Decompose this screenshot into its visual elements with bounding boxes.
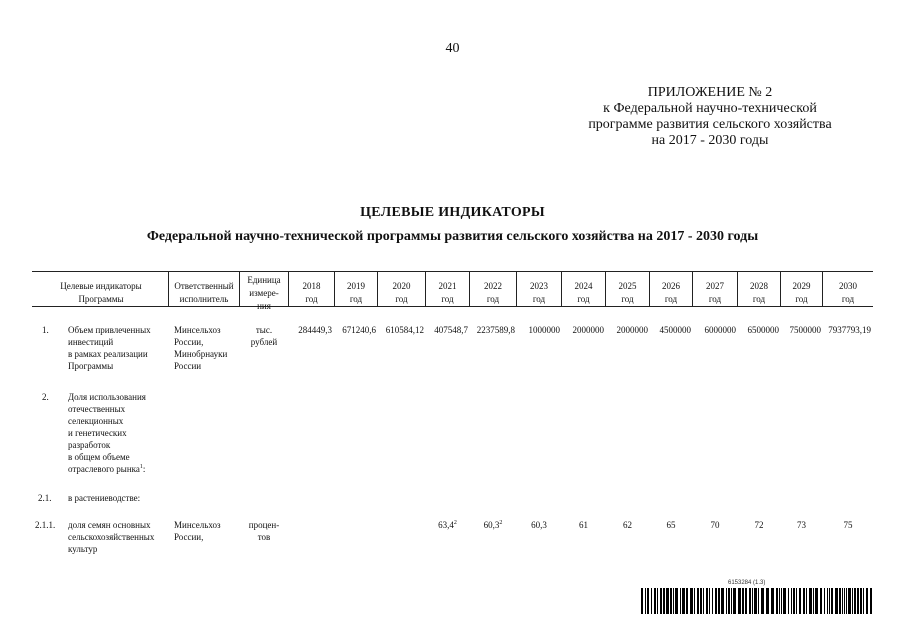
header-year-word: год bbox=[621, 294, 634, 304]
header-year-value: 2022 bbox=[484, 281, 502, 291]
row-1-indicator-line: Программы bbox=[68, 361, 114, 371]
row-1-value-2030: 7937793,19 bbox=[828, 325, 871, 335]
row-2-1-1-indicator-line: сельскохозяйственных bbox=[68, 532, 155, 542]
header-year-2026 bbox=[650, 280, 692, 306]
header-year-2021 bbox=[426, 280, 469, 306]
header-unit-line: измере- bbox=[249, 288, 279, 298]
page-number: 40 bbox=[445, 41, 460, 56]
header-year-word: год bbox=[841, 294, 855, 304]
row-2-1-1-responsible bbox=[174, 519, 221, 543]
cell-value: 60,3 bbox=[483, 520, 500, 530]
appendix-line: программе развития сельского хозяйства bbox=[588, 117, 832, 132]
document-subtitle: Федеральной научно-технической программы развития сельского хозяйства на 2017 - 2030 годы bbox=[146, 229, 759, 244]
row-2-indicator-line: разработок bbox=[68, 440, 111, 450]
row-1-value-2022: 2237589,8 bbox=[476, 325, 515, 335]
header-year-2018 bbox=[289, 280, 334, 306]
row-1-unit-line: рублей bbox=[250, 337, 278, 347]
row-1-number: 1. bbox=[42, 325, 49, 335]
row-2-1-1-value-2022 bbox=[470, 519, 516, 531]
header-unit-line: Единица bbox=[247, 275, 281, 285]
row-2-1-indicator: в растениеводстве: bbox=[68, 493, 141, 503]
row-1-indicator-line: в рамках реализации bbox=[68, 349, 148, 359]
footnote-mark: 2 bbox=[453, 520, 457, 526]
header-year-word: год bbox=[577, 294, 590, 304]
row-2-1-number: 2.1. bbox=[38, 493, 52, 503]
header-year-value: 2025 bbox=[618, 281, 637, 291]
header-year-value: 2027 bbox=[706, 281, 724, 291]
header-year-2028 bbox=[738, 280, 780, 306]
header-year-word: год bbox=[795, 294, 808, 304]
row-2-1-1-unit-line: тов bbox=[257, 532, 271, 542]
header-year-value: 2021 bbox=[438, 281, 457, 291]
header-year-2024 bbox=[562, 280, 605, 306]
header-year-value: 2023 bbox=[530, 281, 548, 291]
row-2-indicator-line: в общем объеме bbox=[68, 452, 130, 462]
row-1-value-2026: 4500000 bbox=[659, 325, 691, 335]
row-1-value-2028: 6500000 bbox=[747, 325, 779, 335]
row-1-responsible-line: России, bbox=[174, 337, 204, 347]
row-2-1-1-value-2023: 60,3 bbox=[531, 520, 547, 530]
header-year-word: год bbox=[441, 294, 454, 304]
row-2-1-1-responsible-line: России, bbox=[174, 532, 204, 542]
appendix-line: к Федеральной научно-технической bbox=[603, 101, 817, 116]
row-2-indicator-colon: : bbox=[142, 464, 146, 474]
row-1-unit-line: тыс. bbox=[255, 325, 273, 335]
header-year-value: 2030 bbox=[839, 281, 857, 291]
row-2-1-1-responsible-line: Минсельхоз bbox=[174, 520, 221, 530]
row-2-1-1-value-2028: 72 bbox=[754, 520, 764, 530]
header-year-2019 bbox=[335, 280, 377, 306]
row-2-1-1-unit bbox=[240, 519, 288, 543]
document-title: ЦЕЛЕВЫЕ ИНДИКАТОРЫ bbox=[360, 205, 545, 220]
appendix-line: ПРИЛОЖЕНИЕ № 2 bbox=[647, 85, 773, 100]
row-1-indicator-line: Объем привлеченных bbox=[68, 325, 151, 335]
header-year-word: год bbox=[752, 294, 766, 304]
header-year-word: год bbox=[305, 294, 318, 304]
header-year-2025 bbox=[606, 280, 649, 306]
header-year-2027 bbox=[693, 280, 737, 306]
row-1-responsible bbox=[174, 324, 227, 372]
row-2-indicator-text: отраслевого рынка bbox=[68, 464, 140, 474]
header-year-value: 2028 bbox=[750, 281, 768, 291]
header-responsible bbox=[169, 280, 239, 306]
header-year-value: 2024 bbox=[574, 281, 593, 291]
header-year-2030 bbox=[823, 280, 873, 306]
row-1-indicator bbox=[68, 324, 151, 372]
row-2-indicator-line: отечественных bbox=[68, 404, 126, 414]
header-unit bbox=[240, 274, 288, 313]
header-unit-line: ния bbox=[257, 301, 271, 311]
header-year-value: 2020 bbox=[392, 281, 411, 291]
row-1-value-2027: 6000000 bbox=[704, 325, 736, 335]
header-year-word: год bbox=[486, 294, 500, 304]
header-year-2029 bbox=[781, 280, 822, 306]
header-year-word: год bbox=[664, 294, 678, 304]
header-year-2020 bbox=[378, 280, 425, 306]
row-2-1-1-value-2021 bbox=[426, 519, 469, 531]
footnote-mark: 1 bbox=[139, 464, 143, 470]
row-2-1-1-value-2025: 62 bbox=[623, 520, 632, 530]
header-indicator-line: Целевые индикаторы bbox=[60, 281, 142, 291]
row-2-indicator-line: селекционных bbox=[68, 416, 124, 426]
header-indicator-line: Программы bbox=[78, 294, 124, 304]
row-1-value-2018: 284449,3 bbox=[298, 325, 332, 335]
row-2-1-1-value-2030: 75 bbox=[843, 520, 853, 530]
row-1-value-2021: 407548,7 bbox=[434, 325, 468, 335]
row-2-indicator bbox=[68, 391, 146, 475]
row-2-1-1-value-2029: 73 bbox=[797, 520, 806, 530]
barcode-icon bbox=[641, 588, 873, 614]
row-1-value-2020: 610584,12 bbox=[385, 325, 424, 335]
row-1-indicator-line: инвестиций bbox=[68, 337, 114, 347]
row-1-responsible-line: Минсельхоз bbox=[174, 325, 221, 335]
appendix-heading bbox=[560, 85, 860, 149]
header-responsible-line: исполнитель bbox=[179, 294, 229, 304]
row-2-1-1-number: 2.1.1. bbox=[35, 520, 56, 530]
row-2-1-1-value-2024: 61 bbox=[579, 520, 588, 530]
header-responsible-line: Ответственный bbox=[174, 281, 234, 291]
cell-value: 63,4 bbox=[438, 520, 454, 530]
header-year-2022 bbox=[470, 280, 516, 306]
header-year-word: год bbox=[395, 294, 408, 304]
row-2-indicator-line: Доля использования bbox=[68, 392, 146, 402]
row-2-1-1-value-2027: 70 bbox=[710, 520, 720, 530]
row-1-value-2024: 2000000 bbox=[572, 325, 604, 335]
row-2-1-1-indicator-line: доля семян основных bbox=[68, 520, 151, 530]
row-1-responsible-line: Минобрнауки bbox=[174, 349, 228, 359]
row-2-number: 2. bbox=[42, 392, 49, 402]
footnote-mark: 2 bbox=[499, 520, 503, 526]
table-header-top-rule bbox=[32, 271, 873, 272]
header-year-word: год bbox=[708, 294, 722, 304]
header-year-value: 2026 bbox=[662, 281, 680, 291]
header-year-value: 2029 bbox=[792, 281, 811, 291]
row-1-value-2023: 1000000 bbox=[528, 325, 560, 335]
row-2-1-1-indicator-line: культур bbox=[68, 544, 98, 554]
row-2-1-1-unit-line: процен- bbox=[248, 520, 280, 530]
header-indicator bbox=[38, 280, 164, 306]
row-2-indicator-line bbox=[68, 463, 146, 475]
row-2-1-1-indicator bbox=[68, 519, 154, 555]
header-year-word: год bbox=[349, 294, 363, 304]
row-1-unit bbox=[240, 324, 288, 348]
row-1-responsible-line: России bbox=[174, 361, 202, 371]
row-1-value-2019: 671240,6 bbox=[342, 325, 376, 335]
header-year-word: год bbox=[532, 294, 546, 304]
header-year-2023 bbox=[517, 280, 561, 306]
row-1-value-2025: 2000000 bbox=[616, 325, 648, 335]
appendix-line: на 2017 - 2030 годы bbox=[651, 133, 769, 148]
row-2-indicator-line: и генетических bbox=[68, 428, 127, 438]
header-year-value: 2019 bbox=[347, 281, 365, 291]
barcode-label: 6153284 (1.3) bbox=[728, 580, 766, 586]
row-1-value-2029: 7500000 bbox=[789, 325, 821, 335]
row-2-1-1-value-2026: 65 bbox=[666, 520, 676, 530]
table-header-bottom-rule bbox=[32, 306, 873, 307]
header-year-value: 2018 bbox=[302, 281, 321, 291]
